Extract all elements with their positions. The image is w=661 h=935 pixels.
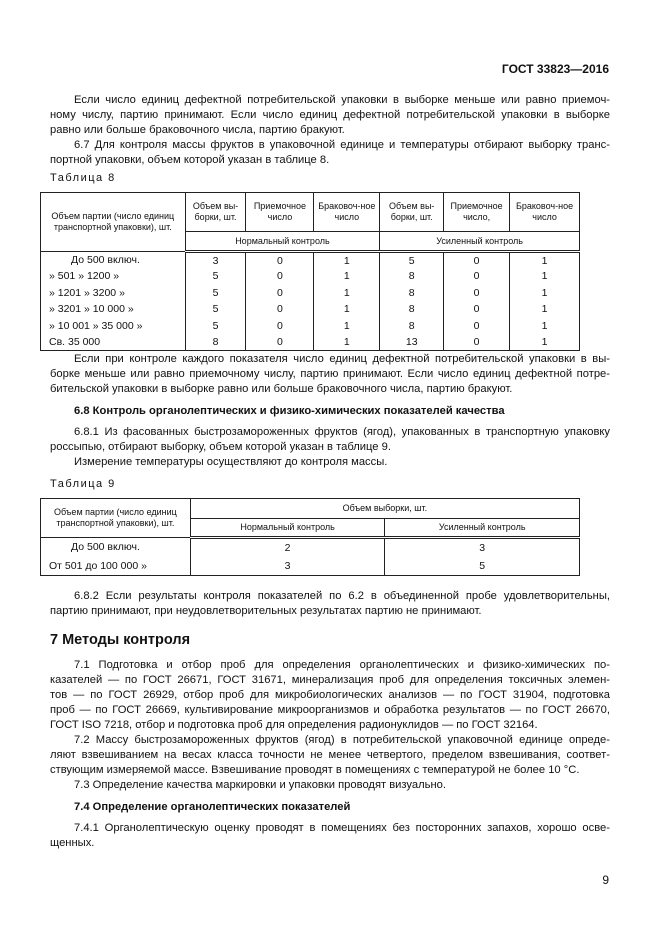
text-line: ствующим измеряемой массе. Взвешивание проводят в помещениях с температурой не более 10 °С. [50,764,580,776]
table-cell: 2 [190,538,385,557]
text-line: щенных. [50,837,95,849]
table-header: Объем партии (число единиц транспортной упаковки), шт. [41,499,191,538]
table-cell: 0 [246,285,314,302]
table-cell: 1 [314,268,380,285]
table-cell: До 500 включ. [41,252,186,269]
table-row [41,557,580,576]
table-header: Объем выборки, шт. [190,499,579,519]
table-row [41,285,580,302]
table-header: Приемочное число, [444,193,510,232]
table-cell: 1 [510,334,580,351]
table-cell: 0 [246,252,314,269]
table-cell: Св. 35 000 [41,334,186,351]
text-line: 6.8.1 Из фасованных быстрозамороженных фруктов (ягод), упакованных в транспортную упаковку [74,426,610,438]
table-cell: 1 [314,318,380,335]
table-cell: 5 [385,557,580,576]
text-line: Если при контроле каждого показателя число единиц дефектной потребительской упаковки в вы- [74,353,610,365]
text-line: 7.1 Подготовка и отбор проб для определения органолептических и физико-химических по- [74,659,610,671]
table-cell: » 3201 » 10 000 » [41,301,186,318]
table-row [41,252,580,269]
table-cell: 8 [380,285,444,302]
table-cell: 1 [510,252,580,269]
table-header: Объем вы-борки, шт. [380,193,444,232]
table-cell: 0 [444,334,510,351]
page-number: 9 [602,873,609,887]
paragraph-7-4-1 [50,821,610,851]
table-cell: 0 [444,318,510,335]
text-line: ГОСТ ISO 7218, отбор и подготовка проб для определения радионуклидов — по ГОСТ 32164. [50,719,538,731]
table-cell: 1 [314,301,380,318]
table-cell: 8 [185,334,246,351]
table-header: Объем вы-борки, шт. [185,193,246,232]
table-cell: 8 [380,268,444,285]
paragraph [50,352,610,397]
table-group-header: Усиленный контроль [385,519,580,538]
text-line: казателей — по ГОСТ 26671, ГОСТ 31671, минерализация проб для определения токсичных элемен- [50,674,610,686]
text-line: проб — по ГОСТ 26669, культивирование микроорганизмов и обработка результатов — по ГОСТ 26670, [50,704,610,716]
table-header: Браковоч-ное число [510,193,580,232]
table-cell: » 1201 » 3200 » [41,285,186,302]
text-line: тов — по ГОСТ 26929, отбор проб для микробиологических анализов — по ГОСТ 31904, подготовка [50,689,610,701]
section-heading-6-8: 6.8 Контроль органолептических и физико-химических показателей качества [74,405,505,417]
document-header: ГОСТ 33823—2016 [501,62,609,76]
table-cell: 0 [444,268,510,285]
table-row [41,301,580,318]
table-cell: 8 [380,301,444,318]
table-group-header: Нормальный контроль [185,232,380,252]
table-cell: 1 [510,285,580,302]
table-cell: 0 [444,301,510,318]
table-cell: 13 [380,334,444,351]
table-cell: 1 [510,301,580,318]
table-header: Браковоч-ное число [314,193,380,232]
paragraph-6-8-2 [50,589,610,619]
paragraph-6-8-1 [50,425,610,455]
text-line: портной упаковки, объем которой указан в таблице 8. [50,154,330,166]
table-cell: 3 [190,557,385,576]
table-cell: 5 [185,301,246,318]
table-cell: 5 [185,285,246,302]
table-cell: 0 [246,301,314,318]
table-cell: 5 [380,252,444,269]
text-line: 7.2 Массу быстрозамороженных фруктов (ягод) в потребительской упаковочной единице опреде- [74,734,610,746]
table-8 [40,192,580,351]
text-line: 7.4.1 Органолептическую оценку проводят в помещениях без посторонних запахов, хорошо осве- [74,822,610,834]
text-line: ляют взвешиванием на весах класса точности не менее четвертого, пределом взвешивания, соответ- [50,749,610,761]
table-header: Приемочное число [246,193,314,232]
table-cell: » 501 » 1200 » [41,268,186,285]
table-group-header: Усиленный контроль [380,232,580,252]
text-line: бительской упаковки в выборке равно или больше браковочного числа, партию бракуют. [50,383,513,395]
paragraph-6-7 [50,138,610,168]
text-line: борке меньше или равно приемочному числу, партию принимают. Если число единиц дефектной потре- [50,368,610,380]
table-group-header: Нормальный контроль [190,519,385,538]
table-cell: 5 [185,268,246,285]
table-cell: 3 [185,252,246,269]
table-cell: 1 [510,318,580,335]
text-line: 6.7 Для контроля массы фруктов в упаковочной единице и температуры отбирают выборку транс- [74,139,610,151]
table-cell: 3 [385,538,580,557]
table-cell: 1 [314,334,380,351]
text-line: россыпью, отбирают выборку, объем которой указан в таблице 9. [50,441,391,453]
table-cell: До 500 включ. [41,538,191,557]
paragraph-7-2 [50,733,610,778]
table-8-caption: Таблица 8 [50,172,116,184]
table-cell: 8 [380,318,444,335]
paragraph [50,93,610,138]
table-cell: 1 [510,268,580,285]
table-cell: » 10 001 » 35 000 » [41,318,186,335]
table-cell: 1 [314,285,380,302]
table-row [41,538,580,557]
section-heading-7-4: 7.4 Определение органолептических показателей [74,801,351,813]
table-header: Объем партии (число единиц транспортной упаковки), шт. [41,193,186,252]
paragraph [50,455,610,470]
text-line: равно или больше браковочного числа, партию бракуют. [50,124,345,136]
text-line: Если число единиц дефектной потребительской упаковки в выборке меньше или равно приемоч- [74,94,610,106]
section-heading-7: 7 Методы контроля [50,632,191,648]
table-cell: 1 [314,252,380,269]
table-row [41,318,580,335]
table-cell: 0 [246,268,314,285]
text-line: 7.3 Определение качества маркировки и упаковки проводят визуально. [74,779,446,791]
table-cell: 0 [444,252,510,269]
text-line: партию принимают, при неудовлетворительных результатах партию не принимают. [50,605,482,617]
table-cell: От 501 до 100 000 » [41,557,191,576]
paragraph-7-1 [50,658,610,733]
table-9 [40,498,580,576]
table-cell: 0 [246,334,314,351]
text-line: Измерение температуры осуществляют до контроля массы. [74,456,388,468]
paragraph-7-3 [50,778,610,793]
text-line: ному числу, партию принимают. Если число единиц дефектной потребительской упаковки в выборке [50,109,610,121]
table-cell: 0 [246,318,314,335]
table-cell: 5 [185,318,246,335]
text-line: 6.8.2 Если результаты контроля показателей по 6.2 в объединенной пробе удовлетворительны, [74,590,610,602]
table-row [41,334,580,351]
table-row [41,268,580,285]
table-cell: 0 [444,285,510,302]
table-9-caption: Таблица 9 [50,478,116,490]
